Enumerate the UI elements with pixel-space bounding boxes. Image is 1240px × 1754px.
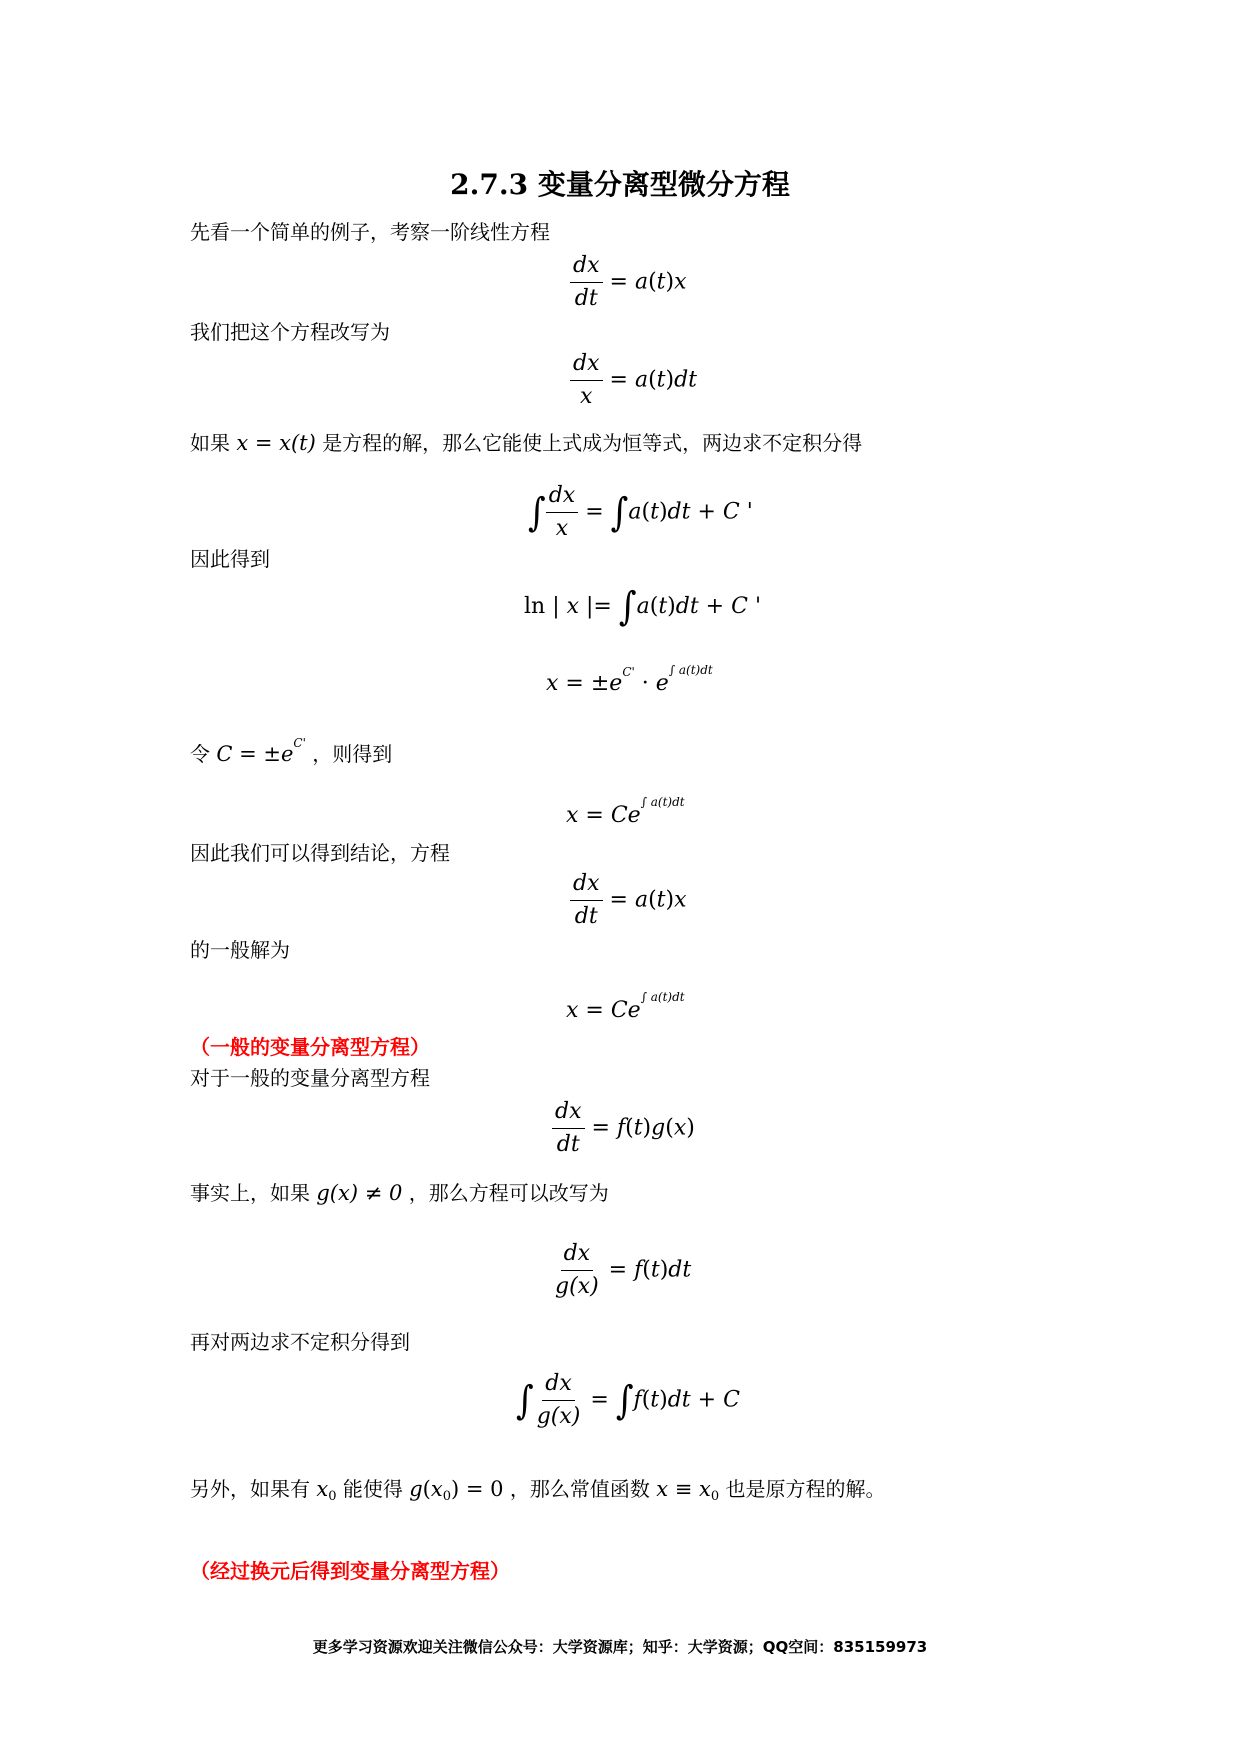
inline-math-c-def: $C = \pm e^{C'}$ (216, 736, 306, 766)
equation-separated: $\frac{dx}{x}$ = a(t)dt (570, 350, 697, 411)
footer-resources: 更多学习资源欢迎关注微信公众号：大学资源库；知乎：大学资源；QQ空间：835159973 (312, 1638, 928, 1656)
equation-exp: $x = \pm e^{C'} \cdot e^{\int a(t)dt}$ (546, 663, 713, 696)
text-let: 令 (190, 742, 210, 766)
text-rewrite: ，那么方程可以改写为 (408, 1181, 609, 1205)
text-also-solution: 也是原方程的解。 (725, 1477, 886, 1501)
paragraph-let-c (190, 730, 392, 767)
paragraph-constant-solution (190, 1476, 885, 1510)
paragraph-intro: 先看一个简单的例子，考察一阶线性方程 (190, 220, 550, 244)
equation-integral-general: ∫ $\frac{dx}{g(x)}$ = ∫f(t)dt + C (516, 1371, 740, 1429)
text-explanation: 是方程的解，那么它能使上式成为恒等式，两边求不定积分得 (322, 431, 863, 455)
equation-separated-general: $\frac{dx}{g(x)}$ = f(t)dt (555, 1241, 692, 1299)
inline-math-solution: x = x(t) (236, 431, 316, 455)
paragraph-therefore: 因此得到 (190, 547, 270, 571)
inline-math-x-equiv-x0: $x \equiv x_0$ (656, 1477, 720, 1504)
equation-general-solution-repeat: $x = Ce^{\int a(t)dt}$ (566, 990, 685, 1023)
text-besides: 另外，如果有 (190, 1477, 310, 1501)
paragraph-solution-identity (190, 430, 862, 456)
paragraph-general-solution: 的一般解为 (190, 938, 290, 962)
equation-general-solution: $x = Ce^{\int a(t)dt}$ (566, 795, 685, 828)
inline-math-x0: $x_0$ (316, 1477, 337, 1504)
text-if: 如果 (190, 431, 230, 455)
text-such-that: 能使得 (342, 1477, 403, 1501)
text-then: ，则得到 (312, 742, 393, 766)
equation-log: ln | x |= ∫a(t)dt + C ' (524, 584, 761, 630)
equation-linear-ode-repeat: $\frac{dx}{dt}$ = a(t)x (570, 870, 687, 931)
equation-integral: ∫ $\frac{dx}{x}$ = ∫a(t)dt + C ' (528, 483, 753, 541)
text-constant-function: ，那么常值函数 (509, 1477, 650, 1501)
paragraph-integrate: 再对两边求不定积分得到 (190, 1330, 410, 1354)
equation-linear-ode: $\frac{dx}{dt}$ = a(t)x (570, 252, 687, 313)
inline-math-g-nonzero: g(x) ≠ 0 (316, 1181, 403, 1205)
inline-math-g-x0-zero: $g(x_0) = 0$ (409, 1477, 504, 1504)
equation-separable: $\frac{dx}{dt}$ = f(t)g(x) (552, 1098, 695, 1159)
heading-substitution: （经过换元后得到变量分离型方程） (190, 1559, 510, 1583)
heading-general-separable: （一般的变量分离型方程） (190, 1035, 430, 1059)
text-in-fact: 事实上，如果 (190, 1181, 310, 1205)
paragraph-conclusion: 因此我们可以得到结论，方程 (190, 841, 450, 865)
paragraph-in-fact (190, 1180, 609, 1206)
section-title: 2.7.3 变量分离型微分方程 (450, 168, 790, 201)
paragraph-rewrite: 我们把这个方程改写为 (190, 320, 390, 344)
paragraph-general-separable: 对于一般的变量分离型方程 (190, 1066, 430, 1090)
